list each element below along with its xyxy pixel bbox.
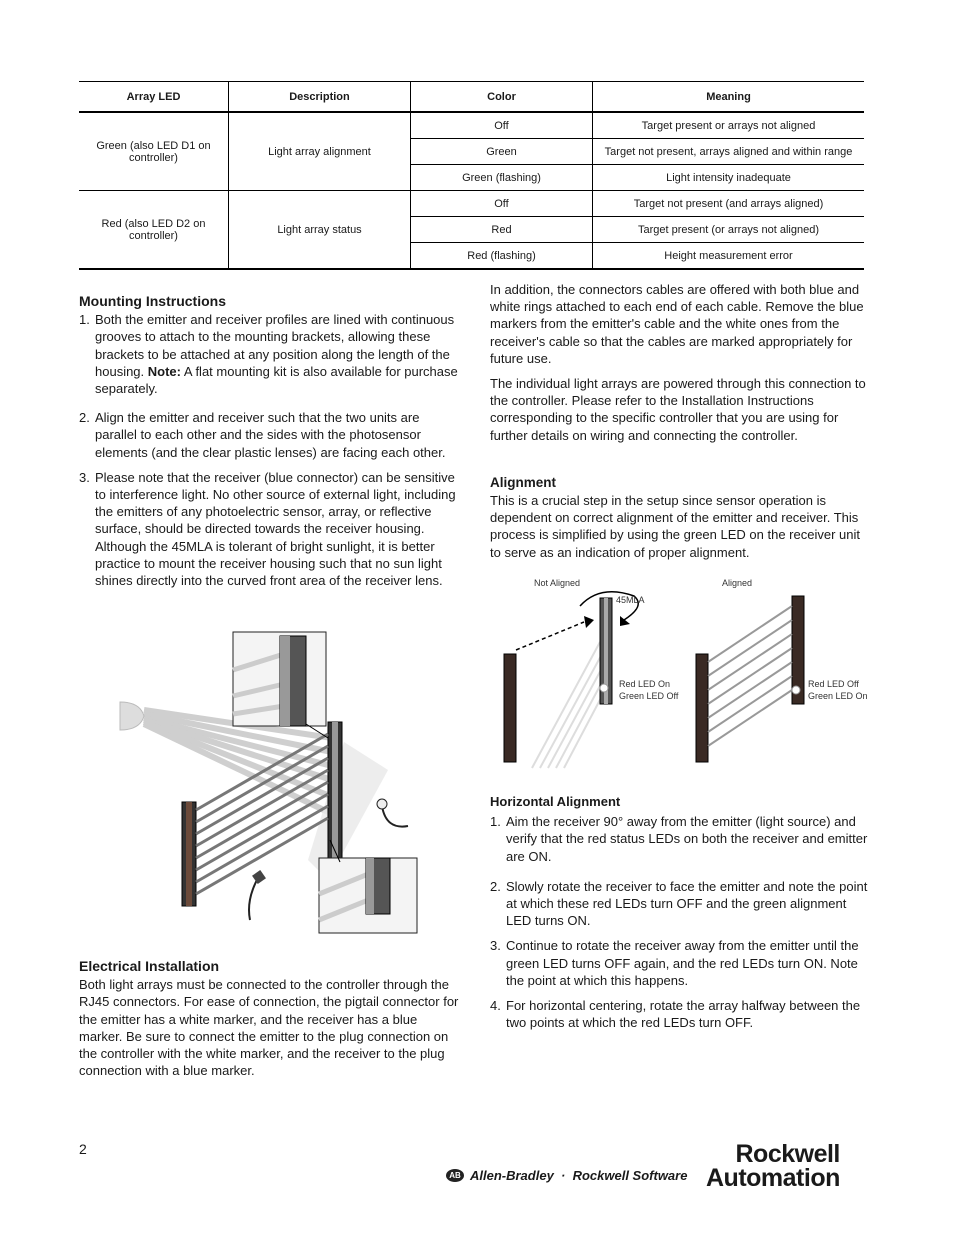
paragraph: In addition, the connectors cables are offered with both blue and white rings attached to each end of each cable. Remove the blue markers from the emitter's cable and the white ones from the receiver's cable so that the cables are marked appropriately for future use. [490,282,864,366]
list-item: 1. Both the emitter and receiver profiles are lined with continuous grooves to attach to the mounting brackets, allowing these brackets to be attached at any position along the length of the housing. Note: A flat mounting kit is also available for purchase separately. [79,312,458,397]
table-row [79,112,864,139]
color-cell: Green [411,139,593,165]
color-cell: Green (flashing) [411,165,593,191]
allen-bradley-logo-icon: AB [446,1169,464,1182]
right-column [490,281,874,569]
meaning-cell: Height measurement error [593,243,865,270]
footer-brand-line [446,1168,687,1183]
brand-line: Allen-Bradley · Rockwell Software [470,1168,688,1183]
description-cell: Light array status [229,191,411,270]
emitter-unit [696,654,708,762]
color-cell: Off [411,112,593,139]
table-header: Description [229,82,411,113]
led-status-label: Green LED Off [619,691,679,701]
cable [382,806,408,827]
led-status-label: Green LED On [808,691,868,701]
rockwell-automation-logo: Rockwell Automation [706,1140,840,1192]
left-column [79,293,461,597]
color-cell: Off [411,191,593,217]
light-source-icon [120,702,144,730]
led-status-label: Red LED On [619,679,671,689]
meaning-cell: Target present (or arrays not aligned) [593,217,865,243]
table-header: Color [411,82,593,113]
led-status-table [79,81,864,270]
horizontal-alignment-section [490,793,874,1039]
cable [249,878,258,920]
aligned-label: Aligned [722,578,753,588]
alignment-heading: Alignment [490,474,556,490]
electrical-heading: Electrical Installation [79,958,220,974]
emitter-unit [504,654,516,762]
mounting-illustration [118,630,423,936]
model-label: 45MLA [616,595,645,605]
horizontal-list [490,813,874,1031]
color-cell: Red (flashing) [411,243,593,270]
led-status-label: Red LED Off [808,679,859,689]
mounting-heading: Mounting Instructions [79,293,226,309]
color-cell: Red [411,217,593,243]
list-item: 3. Continue to rotate the receiver away from the emitter until the green LED turns OFF again, and the red LEDs turn ON. Note the point at which this happens. [490,938,859,988]
paragraph: The individual light arrays are powered through this connection to the controller. Please refer to the Installation Instructions corresponding to the specific controller that you are using for further details on wiring and connecting the controller. [490,376,866,443]
table-header: Array LED [79,82,229,113]
array-led-cell: Red (also LED D2 on controller) [79,191,229,270]
mounting-list [79,311,461,589]
not-aligned-label: Not Aligned [534,578,581,588]
alignment-arrow [516,622,584,650]
alignment-figure [496,572,874,774]
table-row [79,191,864,217]
list-item: 4. For horizontal centering, rotate the array halfway between the two points at which the red LEDs turn OFF. [490,998,861,1031]
array-led-cell: Green (also LED D1 on controller) [79,112,229,191]
meaning-cell: Target present or arrays not aligned [593,112,865,139]
meaning-cell: Target not present (and arrays aligned) [593,191,865,217]
meaning-cell: Light intensity inadequate [593,165,865,191]
electrical-section [79,958,461,1087]
list-item: 3. Please note that the receiver (blue connector) can be sensitive to interference light. No other source of external light, including the emitters of any photoelectric sensor, array, or reflective surface, should be directed towards the receiver housing. Although the 45MLA is tolerant of bright sunlight, it is better practice to mount the receiver housing such that no sun light shines directly into the curved front area of the receiver lens. [79,469,456,589]
table-header: Meaning [593,82,865,113]
horizontal-heading: Horizontal Alignment [490,794,621,809]
list-item: 2. Align the emitter and receiver such that the two units are parallel to each other and the sides with the photosensor elements (and the clear plastic lenses) are facing each other. [79,410,446,460]
electrical-text: Both light arrays must be connected to the controller through the RJ45 connectors. For ease of connection, the pigtail connector for the emitter has a white marker, and the receiver has a blue marker. Be sure to connect the emitter to the plug connection on the controller with the white marker, and the receiver to the plug connection with a blue marker. [79,977,459,1079]
page-number: 2 [79,1141,87,1157]
description-cell: Light array alignment [229,112,411,191]
alignment-text: This is a crucial step in the setup since sensor operation is dependent on correct alignment of the emitter and receiver. This process is simplified by using the green LED on the receiver unit to serve as an indication of proper alignment. [490,493,860,560]
list-item: 2. Slowly rotate the receiver to face the emitter and note the point at which these red LEDs turn OFF and the green alignment LED turns ON. [490,878,868,929]
list-item: 1. Aim the receiver 90° away from the emitter (light source) and verify that the red status LEDs on both the receiver and emitter are ON. [490,814,868,864]
meaning-cell: Target not present, arrays aligned and within range [593,139,865,165]
